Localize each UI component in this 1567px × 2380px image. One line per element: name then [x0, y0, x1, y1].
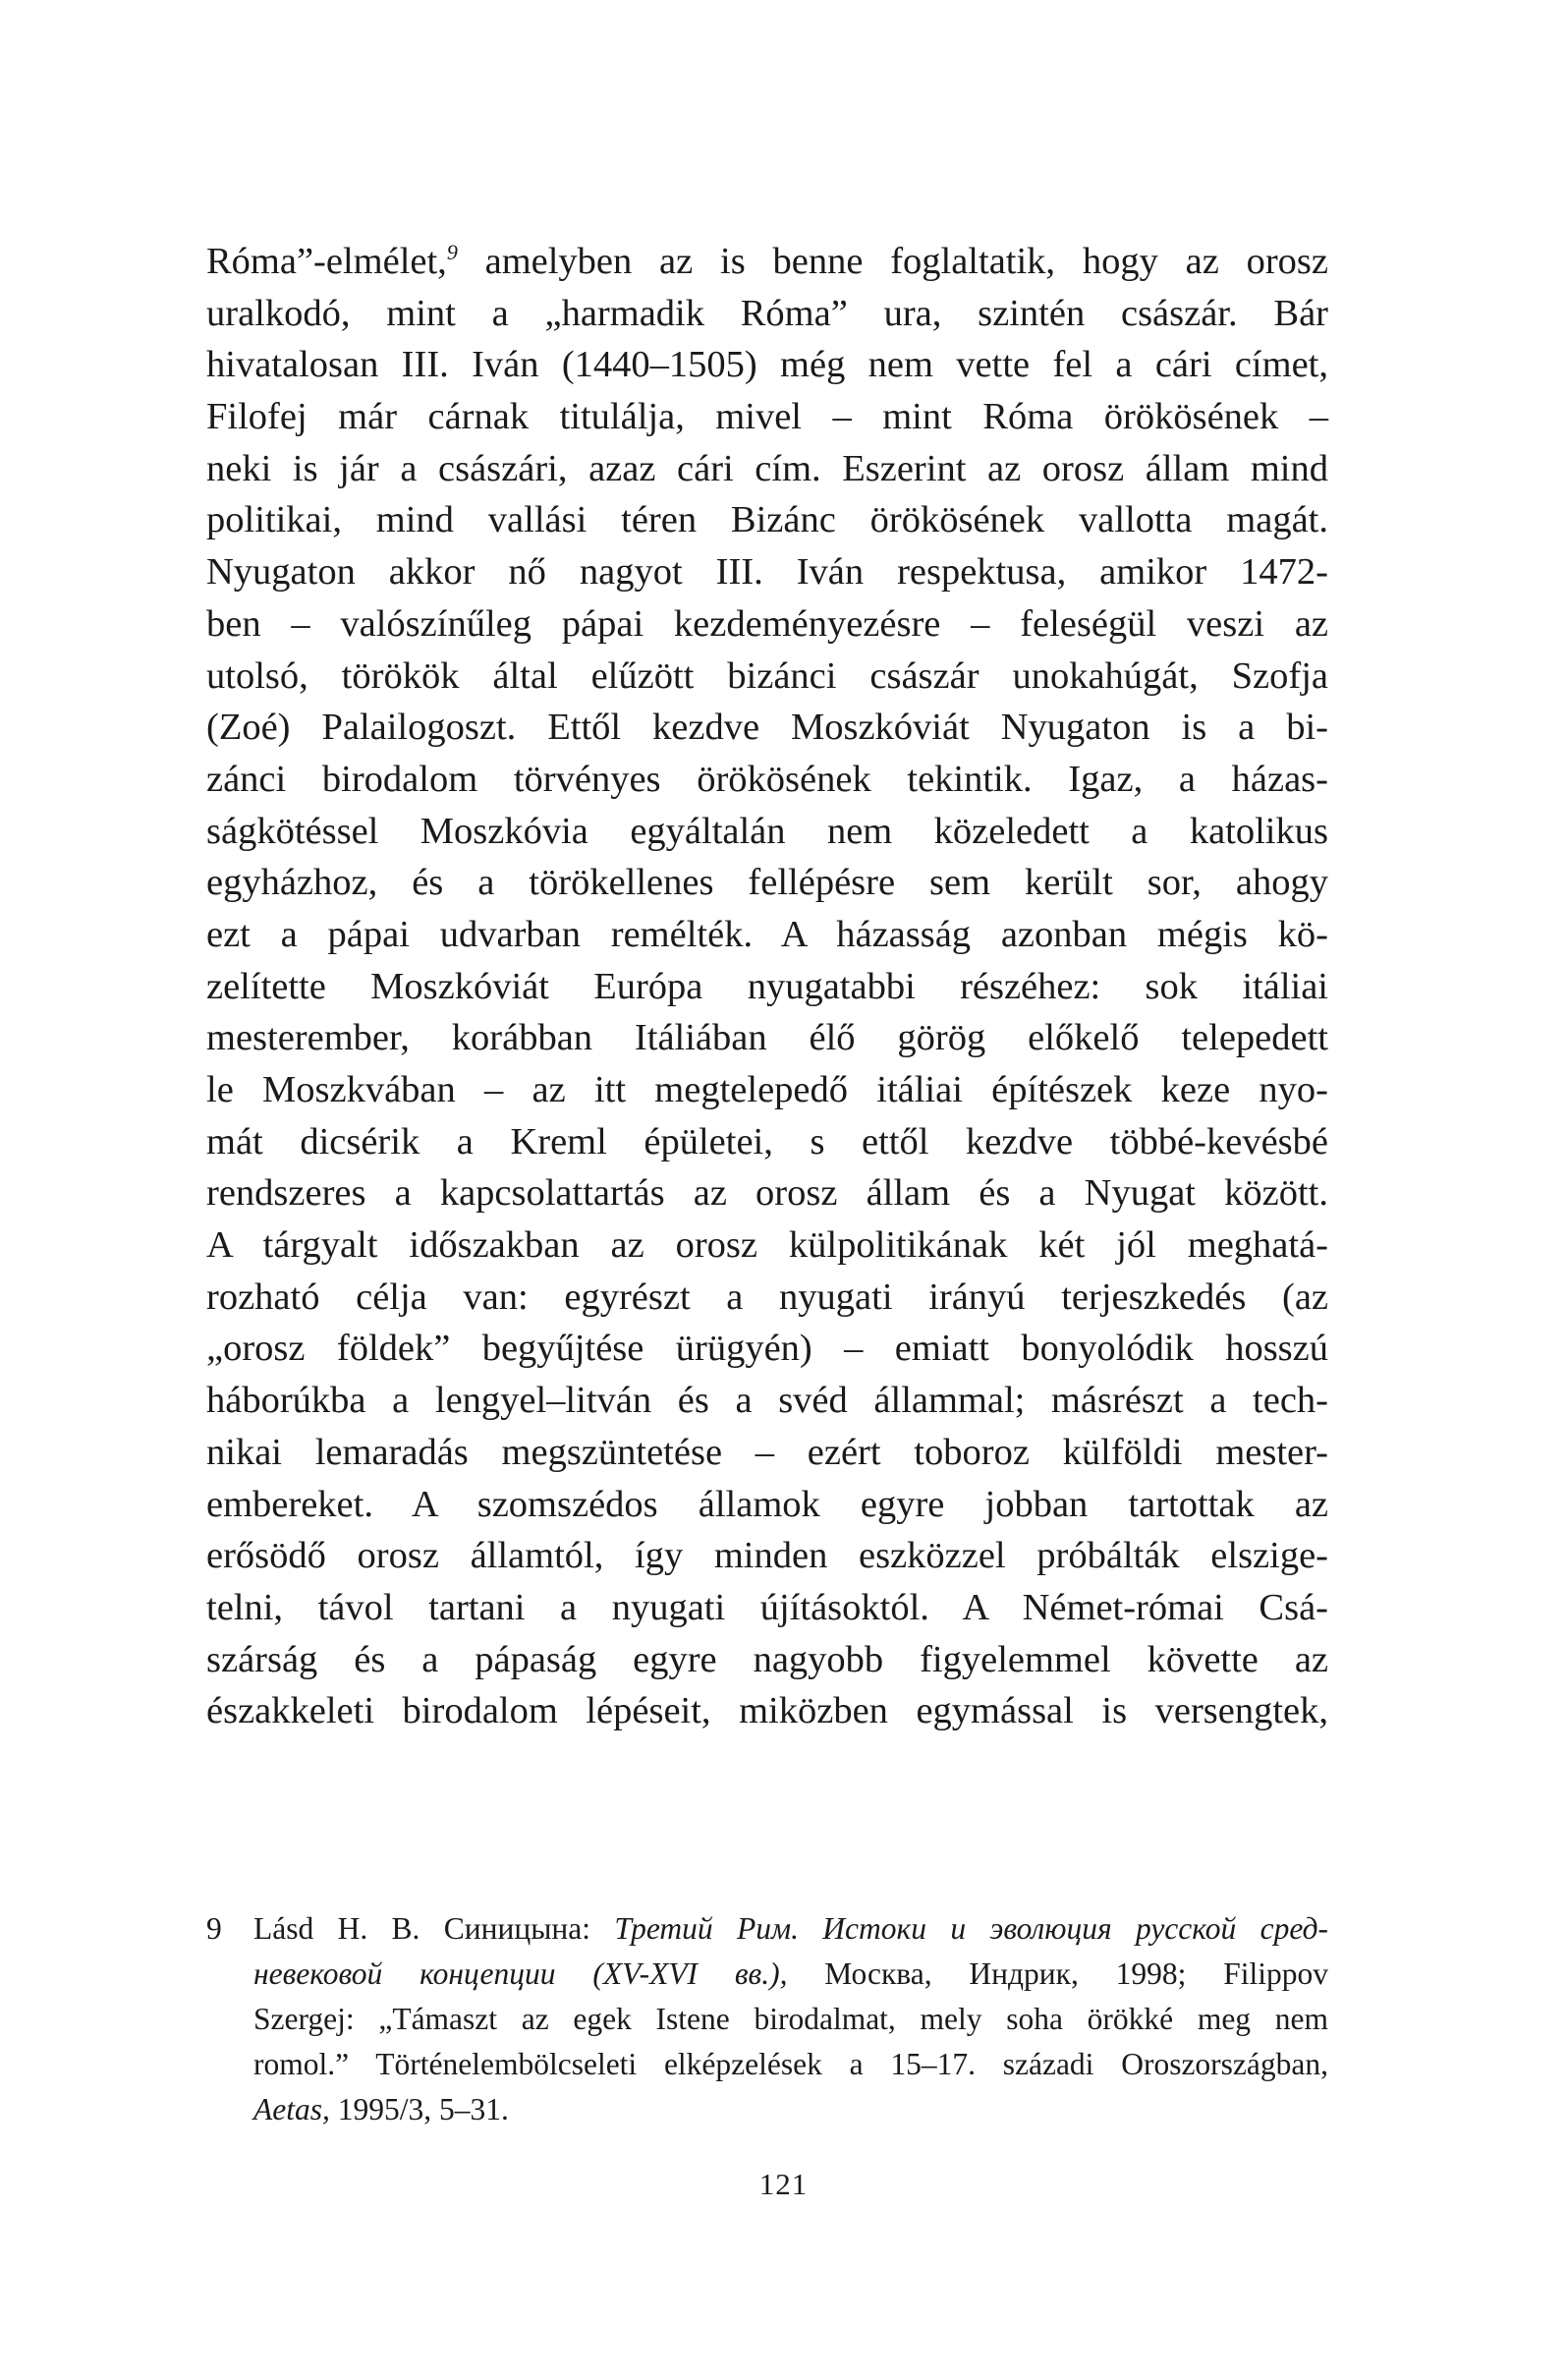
text-line: mesterember, korábban Itáliában élő görög előkelő telepedett	[206, 1017, 1328, 1059]
text-line: Róma”-elmélet,$^9$ amelyben az is benne foglaltatik, hogy az orosz	[206, 240, 1328, 282]
text-line: „orosz földek” begyűjtése ürügyén) – emiatt bonyolódik hosszú	[206, 1328, 1328, 1370]
text-line: politikai, mind vallási téren Bizánc örökösének vallotta magát.	[206, 499, 1328, 541]
text-line: rozható célja van: egyrészt a nyugati irányú terjeszkedés (az	[206, 1275, 1328, 1318]
text-line: embereket. A szomszédos államok egyre jobban tartottak az	[206, 1483, 1328, 1525]
text-line: zelítette Moszkóviát Európa nyugatabbi részéhez: sok itáliai	[206, 965, 1328, 1007]
text-line: ben – valószínűleg pápai kezdeményezésre – feleségül veszi az	[206, 602, 1328, 645]
text-line: egyházhoz, és a törökellenes fellépésre sem került sor, ahogy	[206, 862, 1328, 904]
main-text	[206, 236, 1328, 1737]
text-line: utolsó, törökök által elűzött bizánci császár unokahúgát, Szofja	[206, 654, 1328, 697]
footnote	[206, 1906, 1328, 2132]
text-line: rendszeres a kapcsolattartás az orosz állam és a Nyugat között.	[206, 1172, 1328, 1215]
text-line: háborúkba a lengyel–litván és a svéd állammal; másrészt a tech-	[206, 1380, 1328, 1422]
page-number: 121	[758, 2167, 809, 2201]
footnote-line: Lásd Н. В. Синицына: Третий Рим. Истоки и эволюция русской сред-	[253, 1911, 1328, 1946]
text-line: ezt a pápai udvarban remélték. A házasság azonban mégis kö-	[206, 913, 1328, 955]
text-line: hivatalosan III. Iván (1440–1505) még nem vette fel a cári címet,	[206, 344, 1328, 386]
text-line: neki is jár a császári, azaz cári cím. Eszerint az orosz állam mind	[206, 447, 1328, 489]
text-line: Nyugaton akkor nő nagyot III. Iván respektusa, amikor 1472-	[206, 551, 1328, 594]
text-line: A tárgyalt időszakban az orosz külpolitikának két jól meghatá-	[206, 1224, 1328, 1267]
text-line: Filofej már cárnak titulálja, mivel – mint Róma örökösének –	[206, 396, 1328, 438]
text-line: északkeleti birodalom lépéseit, miközben egymással is versengtek,	[206, 1690, 1328, 1732]
text-line: telni, távol tartani a nyugati újításoktól. A Német-római Csá-	[206, 1586, 1328, 1628]
text-line: ságkötéssel Moszkóvia egyáltalán nem közeledett a katolikus	[206, 810, 1328, 852]
footnote-line: romol.” Történelembölcseleti elképzelések a 15–17. századi Oroszországban,	[253, 2047, 1328, 2081]
footnote-body	[253, 1906, 1328, 2132]
footnote-line: Aetas, 1995/3, 5–31.	[253, 2092, 509, 2126]
text-line: mát dicsérik a Kreml épületei, s ettől kezdve többé-kevésbé	[206, 1120, 1328, 1162]
footnote-line: Szergej: „Támaszt az egek Istene birodalmat, mely soha örökké meg nem	[253, 2002, 1328, 2036]
text-line: uralkodó, mint a „harmadik Róma” ura, szintén császár. Bár	[206, 292, 1328, 334]
footnote-reference[interactable]: 9	[446, 240, 458, 265]
text-line: zánci birodalom törvényes örökösének tekintik. Igaz, a házas-	[206, 758, 1328, 800]
footnote-line: невековой концепции (XV-XVI вв.), Москва, Индрик, 1998; Filippov	[253, 1956, 1328, 1991]
footnote-number: 9	[206, 1911, 222, 1946]
text-line: (Zoé) Palailogoszt. Ettől kezdve Moszkóviát Nyugaton is a bi-	[206, 707, 1328, 749]
text-line: nikai lemaradás megszüntetése – ezért toboroz külföldi mester-	[206, 1431, 1328, 1473]
text-line: le Moszkvában – az itt megtelepedő itáliai építészek keze nyo-	[206, 1069, 1328, 1110]
text-line: erősödő orosz államtól, így minden eszközzel próbálták elszige-	[206, 1535, 1328, 1577]
text-line: szárság és a pápaság egyre nagyobb figyelemmel követte az	[206, 1638, 1328, 1680]
